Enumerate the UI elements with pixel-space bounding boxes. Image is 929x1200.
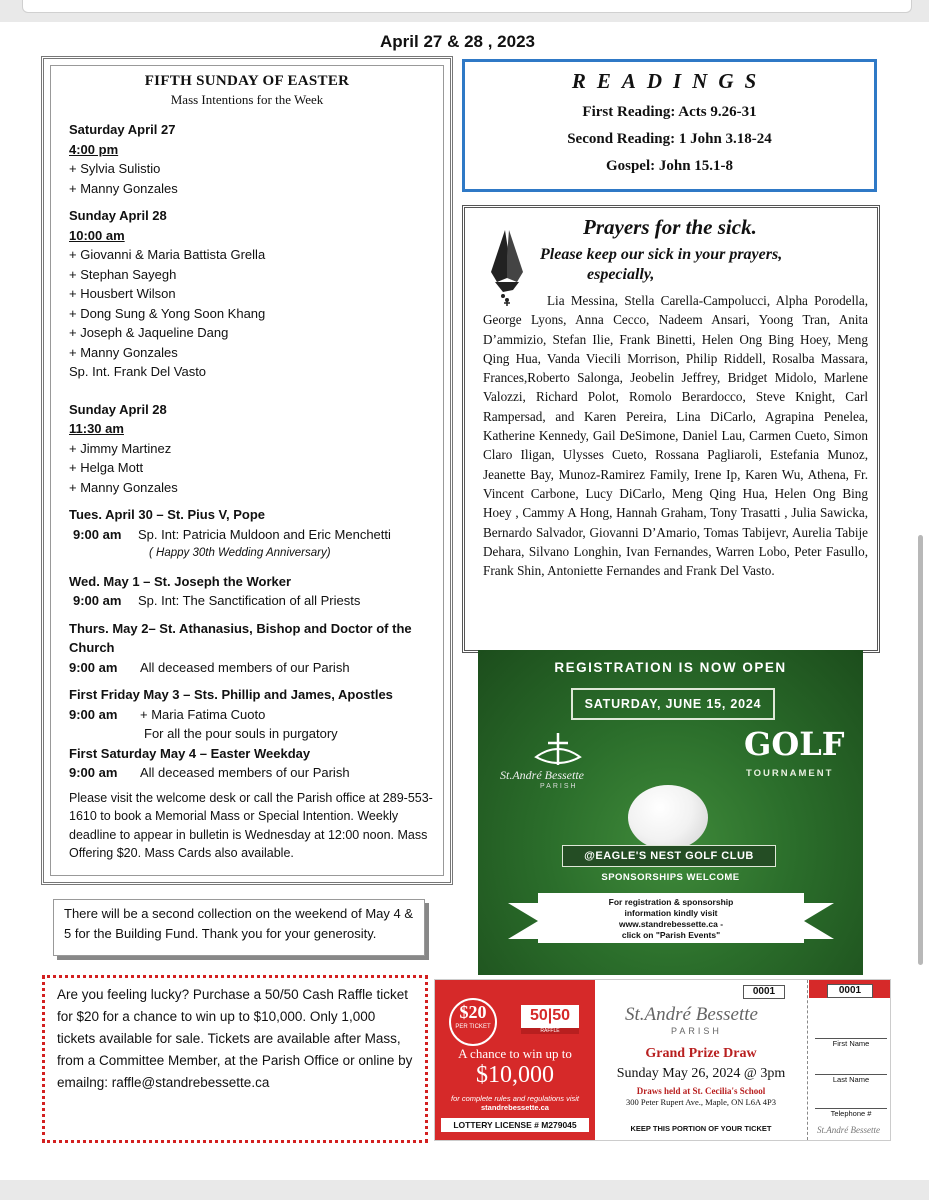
- intention: + Jimmy Martinez: [69, 440, 172, 456]
- intention: All deceased members of our Parish: [140, 765, 350, 780]
- golf-ball-icon: [628, 785, 708, 850]
- registration-open: REGISTRATION IS NOW OPEN: [554, 660, 787, 675]
- info-line: information kindly visit: [624, 908, 718, 918]
- sick-names: Lia Messina, Stella Carella-Campolucci, Alpha Porodella, George Lyons, Anna Cecco, Nadeem Ansari, Yoong Tran, Anita D’ammizio, Stefan Ilie, Frank Binetti, Helen Ong Bing Hoey, Meng Qing Hua, Vanda Viecili Morrison, Philip Riddell, Rosalba Massara, Frances,Roberto Salonga, Jeobelin Jeffrey, Bridget Midolo, Marlene Valozzi, Richard Polot, Romolo Berardocco, Steve Knight, Carl Rampersad, and Karen Pereira, Lina DiCarlo, Agrapina Penelea, Katherine Kennedy, Gail DeSimone, Daniel Lau, Carmen Cueto, Simon Claro Iligan, Ulysses Cueto, Rossana Pagliaroli, Estefania Munoz, Jeanette Bay, Munoz-Ramirez Family, Irene Ip, Karen Wu, Athena, Fr. Vincent Carbone, Lucy DiCarlo, Meng Qing Hua, Helen Ong Bing Hoey , Cammy A Hong, Hannah Graham, Tony Trasatti , Julia Sawicka, Bernardo Salvador, Giovanni D’Amario, Tomas Tabijevr, Aurelia Tabije Dehara, Silvano Longhin, Ivan Fernandes, Warren Lobo, Peter Fasullo, Frank Shin, Antoniette Fernandes and Frank Del Vasto.: [483, 293, 868, 579]
- mass-time: 10:00 am: [69, 227, 125, 243]
- sponsorships: SPONSORSHIPS WELCOME: [601, 872, 740, 883]
- intention: For all the pour souls in purgatory: [144, 726, 338, 741]
- intention: + Dong Sung & Yong Soon Khang: [69, 305, 266, 321]
- ticket-main: [595, 980, 807, 1140]
- ticket-parish-sub: PARISH: [671, 1026, 722, 1036]
- intention: + Stephan Sayegh: [69, 266, 177, 282]
- rules-site: standrebessette.ca: [481, 1103, 549, 1112]
- mass-time: 9:00 am: [69, 765, 118, 780]
- day-heading: Tues. April 30 – St. Pius V, Pope: [69, 507, 266, 522]
- mass-intentions-box: [41, 56, 453, 885]
- banner-tail-left: [508, 903, 538, 939]
- intention: + Sylvia Sulistio: [69, 161, 161, 176]
- bottom-strip: [0, 1180, 929, 1200]
- day-heading: Sunday April 28: [69, 208, 167, 223]
- day-heading: Saturday April 27: [69, 122, 176, 137]
- golf-word: GOLF: [744, 725, 845, 763]
- telephone-field: Telephone #: [815, 1108, 887, 1118]
- day-heading: Thurs. May 2– St. Athanasius, Bishop and Doctor of the Church: [69, 620, 412, 655]
- intention: Sp. Int: Patricia Muldoon and Eric Menchetti: [138, 526, 391, 542]
- last-name-field: Last Name: [815, 1074, 887, 1084]
- grand-prize-draw: Grand Prize Draw: [645, 1046, 757, 1061]
- draw-date: Sunday May 26, 2024 @ 3pm: [616, 1066, 786, 1081]
- day-heading: First Saturday May 4 – Easter Weekday: [69, 745, 311, 761]
- ticket-stub: [809, 980, 890, 1140]
- intention: Sp. Int: The Sanctification of all Priests: [138, 593, 361, 608]
- bulletin-date-text: April 27 & 28 , 2023: [380, 32, 535, 51]
- mass-intentions-inner: [50, 65, 444, 876]
- ticket-price: $20: [459, 1002, 487, 1022]
- info-line: For registration & sponsorship: [608, 897, 734, 907]
- intention: + Manny Gonzales: [69, 344, 178, 360]
- fifty-fifty-logo: 50|50: [521, 1005, 579, 1031]
- rules-line: for complete rules and regulations visit: [451, 1094, 579, 1103]
- mass-time: 9:00 am: [73, 526, 122, 542]
- banner-tail-right: [804, 903, 834, 939]
- ticket-number: 0001: [743, 985, 785, 999]
- prayers-title: Prayers for the sick.: [583, 215, 757, 239]
- day-heading: Wed. May 1 – St. Joseph the Worker: [69, 573, 292, 589]
- second-reading: Second Reading: 1 John 3.18-24: [567, 131, 772, 147]
- prize-amount: $10,000: [476, 1062, 554, 1088]
- intention: + Housbert Wilson: [69, 286, 176, 301]
- keep-portion: KEEP THIS PORTION OF YOUR TICKET: [630, 1124, 772, 1133]
- logo-name: St.André Bessette: [500, 768, 584, 782]
- prayers-for-sick-box: [462, 205, 880, 653]
- intention: + Manny Gonzales: [69, 479, 178, 495]
- scrollbar[interactable]: [918, 535, 923, 965]
- ticket-red-panel: [435, 980, 595, 1140]
- readings-title: READINGS: [571, 69, 768, 93]
- draw-address: 300 Peter Rupert Ave., Maple, ON L6A 4P3: [626, 1097, 776, 1107]
- mass-time: 9:00 am: [69, 706, 118, 722]
- golf-venue: @EAGLE'S NEST GOLF CLUB: [562, 845, 776, 867]
- info-line: www.standrebessette.ca -: [618, 919, 724, 929]
- mass-time: 4:00 pm: [69, 141, 119, 157]
- intention: + Maria Fatima Cuoto: [140, 706, 266, 722]
- intention: + Manny Gonzales: [69, 180, 178, 196]
- mass-time: 11:30 am: [69, 421, 124, 436]
- lottery-license: LOTTERY LICENSE # M279045: [441, 1118, 589, 1132]
- golf-tournament-ad: [478, 650, 863, 975]
- prayers-subtitle-2: especially,: [587, 266, 655, 283]
- intention: Sp. Int. Frank Del Vasto: [69, 364, 207, 379]
- previous-page-edge: [22, 0, 912, 13]
- intention: + Helga Mott: [69, 460, 144, 475]
- gospel: Gospel: John 15.1-8: [605, 158, 734, 174]
- sick-names-list: [483, 291, 868, 580]
- stub-number: 0001: [827, 984, 873, 998]
- fifty-fifty-sub: RAFFLE: [521, 1028, 579, 1034]
- golf-info-banner: [538, 893, 804, 943]
- raffle-promo: Are you feeling lucky? Purchase a 50/50 Cash Raffle ticket for $20 for a chance to win up to $10,000. Only 1,000 tickets available for sale. Tickets are available after Mass, from a Committee Member, at the Parish Office or online by emailng: raffle@standrebessette.ca: [42, 975, 428, 1143]
- ticket-parish-name: St.André Bessette: [625, 1004, 758, 1025]
- second-collection-note: There will be a second collection on the weekend of May 4 & 5 for the Building Fund. Thank you for your generosity.: [53, 899, 425, 956]
- ticket-perforation: [807, 980, 808, 1140]
- intention-note: ( Happy 30th Wedding Anniversary): [149, 547, 331, 559]
- rules-text: [435, 1094, 595, 1112]
- intention: All deceased members of our Parish: [140, 659, 350, 675]
- ticket-price-badge: [449, 998, 497, 1046]
- info-line: click on "Parish Events": [621, 930, 721, 940]
- intention: + Joseph & Jaqueline Dang: [69, 325, 229, 340]
- mass-schedule: [69, 120, 433, 863]
- mass-title: FIFTH SUNDAY OF EASTER: [144, 73, 350, 89]
- raffle-ticket: [434, 979, 891, 1141]
- chance-text: A chance to win up to: [458, 1046, 572, 1061]
- first-reading: First Reading: Acts 9.26-31: [582, 104, 757, 120]
- day-heading: First Friday May 3 – Sts. Phillip and James, Apostles: [69, 687, 393, 702]
- logo-sub: PARISH: [540, 783, 578, 790]
- draw-location: Draws held at St. Cecilia's School: [636, 1086, 766, 1096]
- day-heading: Sunday April 28: [69, 401, 167, 417]
- booking-note: Please visit the welcome desk or call the Parish office at 289-553-1610 to book a Memorial Mass or Special Intention. Weekly deadline to appear in bulletin is Wednesday at 12:00 noon. Mass Offering $20. Mass Cards also available.: [69, 790, 433, 860]
- golf-date: SATURDAY, JUNE 15, 2024: [571, 688, 775, 720]
- mass-time: 9:00 am: [73, 593, 122, 608]
- per-ticket: PER TICKET: [455, 1024, 491, 1030]
- first-name-field: First Name: [815, 1038, 887, 1048]
- mass-subtitle: Mass Intentions for the Week: [170, 92, 324, 107]
- tournament-word: TOURNAMENT: [746, 768, 834, 779]
- intention: + Giovanni & Maria Battista Grella: [69, 247, 266, 262]
- readings-box: [462, 59, 877, 192]
- stub-logo: St.André Bessette: [817, 1125, 880, 1135]
- prayers-subtitle: Please keep our sick in your prayers,: [540, 246, 783, 263]
- mass-time: 9:00 am: [69, 659, 118, 675]
